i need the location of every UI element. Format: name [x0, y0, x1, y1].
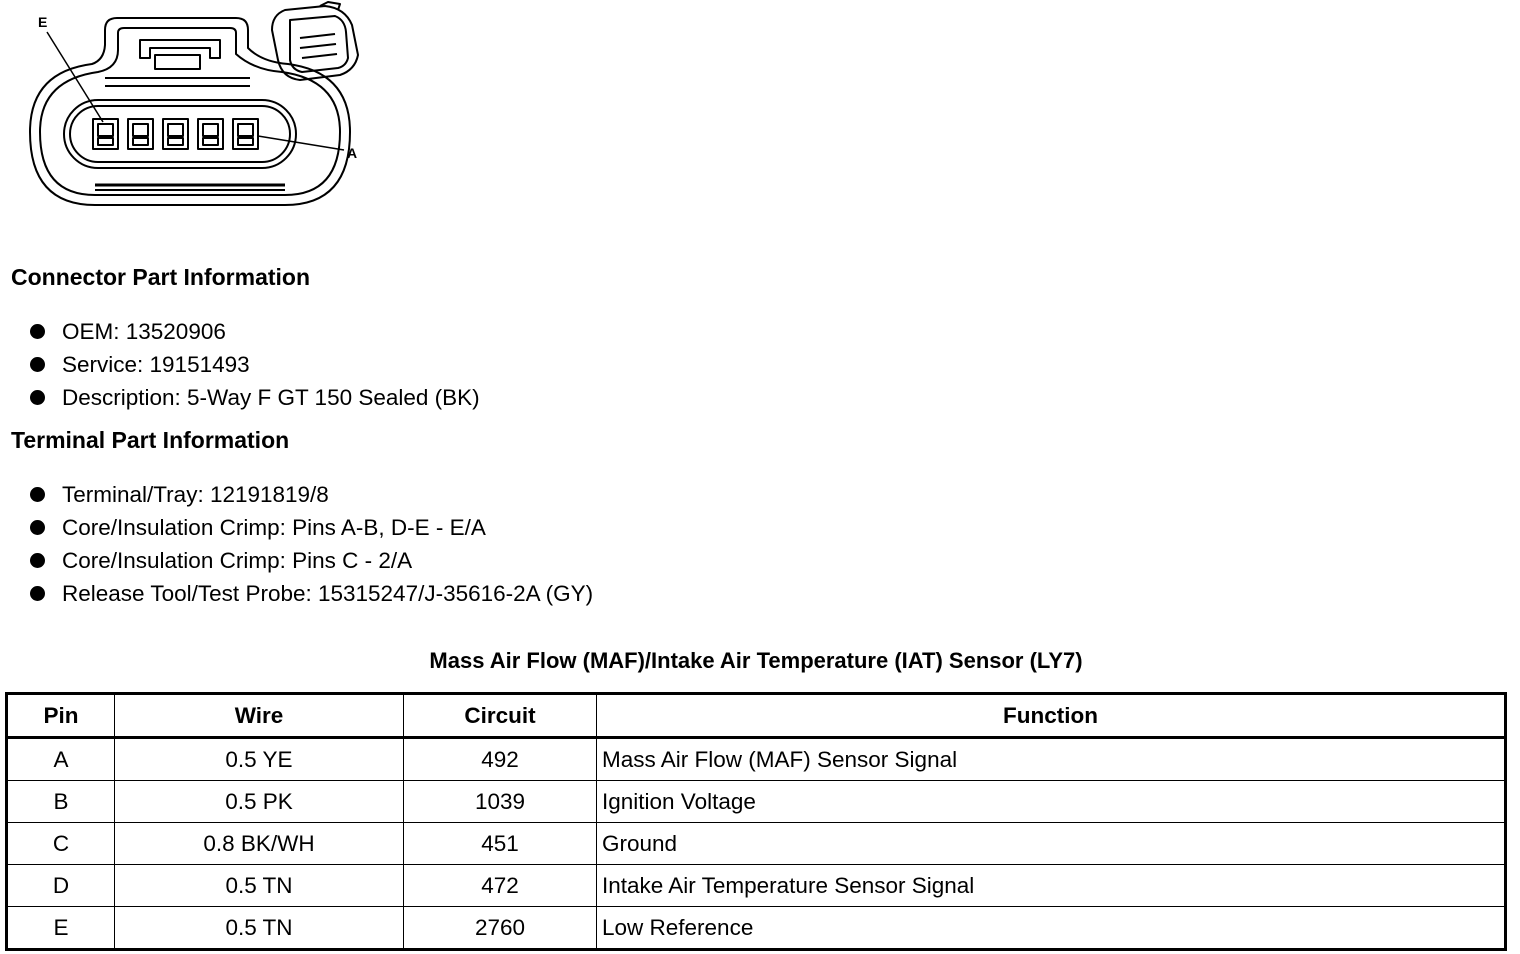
table-row [7, 823, 1506, 865]
bullet-icon [30, 324, 45, 339]
list-item [28, 315, 480, 348]
pin-cavity-c [163, 119, 188, 149]
connector-housing-outline [30, 18, 350, 205]
pin-label-a: A [347, 145, 358, 161]
cell-function: Intake Air Temperature Sensor Signal [597, 865, 1506, 907]
connector-info-list [28, 315, 480, 414]
cell-function: Ignition Voltage [597, 781, 1506, 823]
table-title: Mass Air Flow (MAF)/Intake Air Temperature (IAT) Sensor (LY7) [429, 648, 1083, 673]
cell-wire: 0.5 YE [115, 738, 404, 781]
connector-latch-tab [155, 55, 200, 69]
cell-pin: A [7, 738, 115, 781]
cell-pin: E [7, 907, 115, 950]
terminal-info-list [28, 478, 593, 610]
cell-circuit: 2760 [404, 907, 597, 950]
header-wire: Wire [115, 694, 404, 738]
cell-pin: B [7, 781, 115, 823]
bullet-icon [30, 520, 45, 535]
cell-pin: D [7, 865, 115, 907]
header-pin: Pin [7, 694, 115, 738]
list-item [28, 511, 593, 544]
cell-wire: 0.5 TN [115, 865, 404, 907]
header-circuit: Circuit [404, 694, 597, 738]
connector-inner-outline [40, 28, 340, 195]
pin-cavity-b [198, 119, 223, 149]
list-item [28, 544, 593, 577]
cell-function: Low Reference [597, 907, 1506, 950]
list-item [28, 381, 480, 414]
table-row [7, 865, 1506, 907]
leader-line-a [258, 136, 344, 150]
bullet-icon [30, 390, 45, 405]
list-item-text: OEM: 13520906 [62, 319, 226, 344]
list-item-text: Service: 19151493 [62, 352, 250, 377]
table-row [7, 738, 1506, 781]
pin-cavity-a [233, 119, 258, 149]
cell-function: Ground [597, 823, 1506, 865]
list-item-text: Description: 5-Way F GT 150 Sealed (BK) [62, 385, 480, 410]
table-row [7, 907, 1506, 950]
terminal-info-heading: Terminal Part Information [11, 427, 290, 453]
pin-cavity-e [93, 119, 118, 149]
bullet-icon [30, 586, 45, 601]
list-item-text: Terminal/Tray: 12191819/8 [62, 482, 329, 507]
table-row [7, 781, 1506, 823]
connector-thumbnail [272, 2, 358, 80]
list-item-text: Release Tool/Test Probe: 15315247/J-35616-2A (GY) [62, 581, 594, 606]
bullet-icon [30, 553, 45, 568]
pin-cavity-d [128, 119, 153, 149]
bullet-icon [30, 487, 45, 502]
cell-wire: 0.8 BK/WH [115, 823, 404, 865]
cell-wire: 0.5 PK [115, 781, 404, 823]
list-item [28, 478, 593, 511]
connector-diagram [0, 0, 380, 215]
connector-info-heading: Connector Part Information [11, 264, 311, 290]
pinout-table [5, 692, 1507, 951]
cell-function: Mass Air Flow (MAF) Sensor Signal [597, 738, 1506, 781]
list-item-text: Core/Insulation Crimp: Pins C - 2/A [62, 548, 413, 573]
cell-circuit: 451 [404, 823, 597, 865]
list-item-text: Core/Insulation Crimp: Pins A-B, D-E - E/A [62, 515, 486, 540]
cell-circuit: 472 [404, 865, 597, 907]
bullet-icon [30, 357, 45, 372]
table-header-row [7, 694, 1506, 738]
cell-pin: C [7, 823, 115, 865]
cell-wire: 0.5 TN [115, 907, 404, 950]
pin-label-e: E [38, 14, 48, 30]
list-item [28, 577, 593, 610]
cell-circuit: 1039 [404, 781, 597, 823]
cell-circuit: 492 [404, 738, 597, 781]
list-item [28, 348, 480, 381]
header-function: Function [597, 694, 1506, 738]
